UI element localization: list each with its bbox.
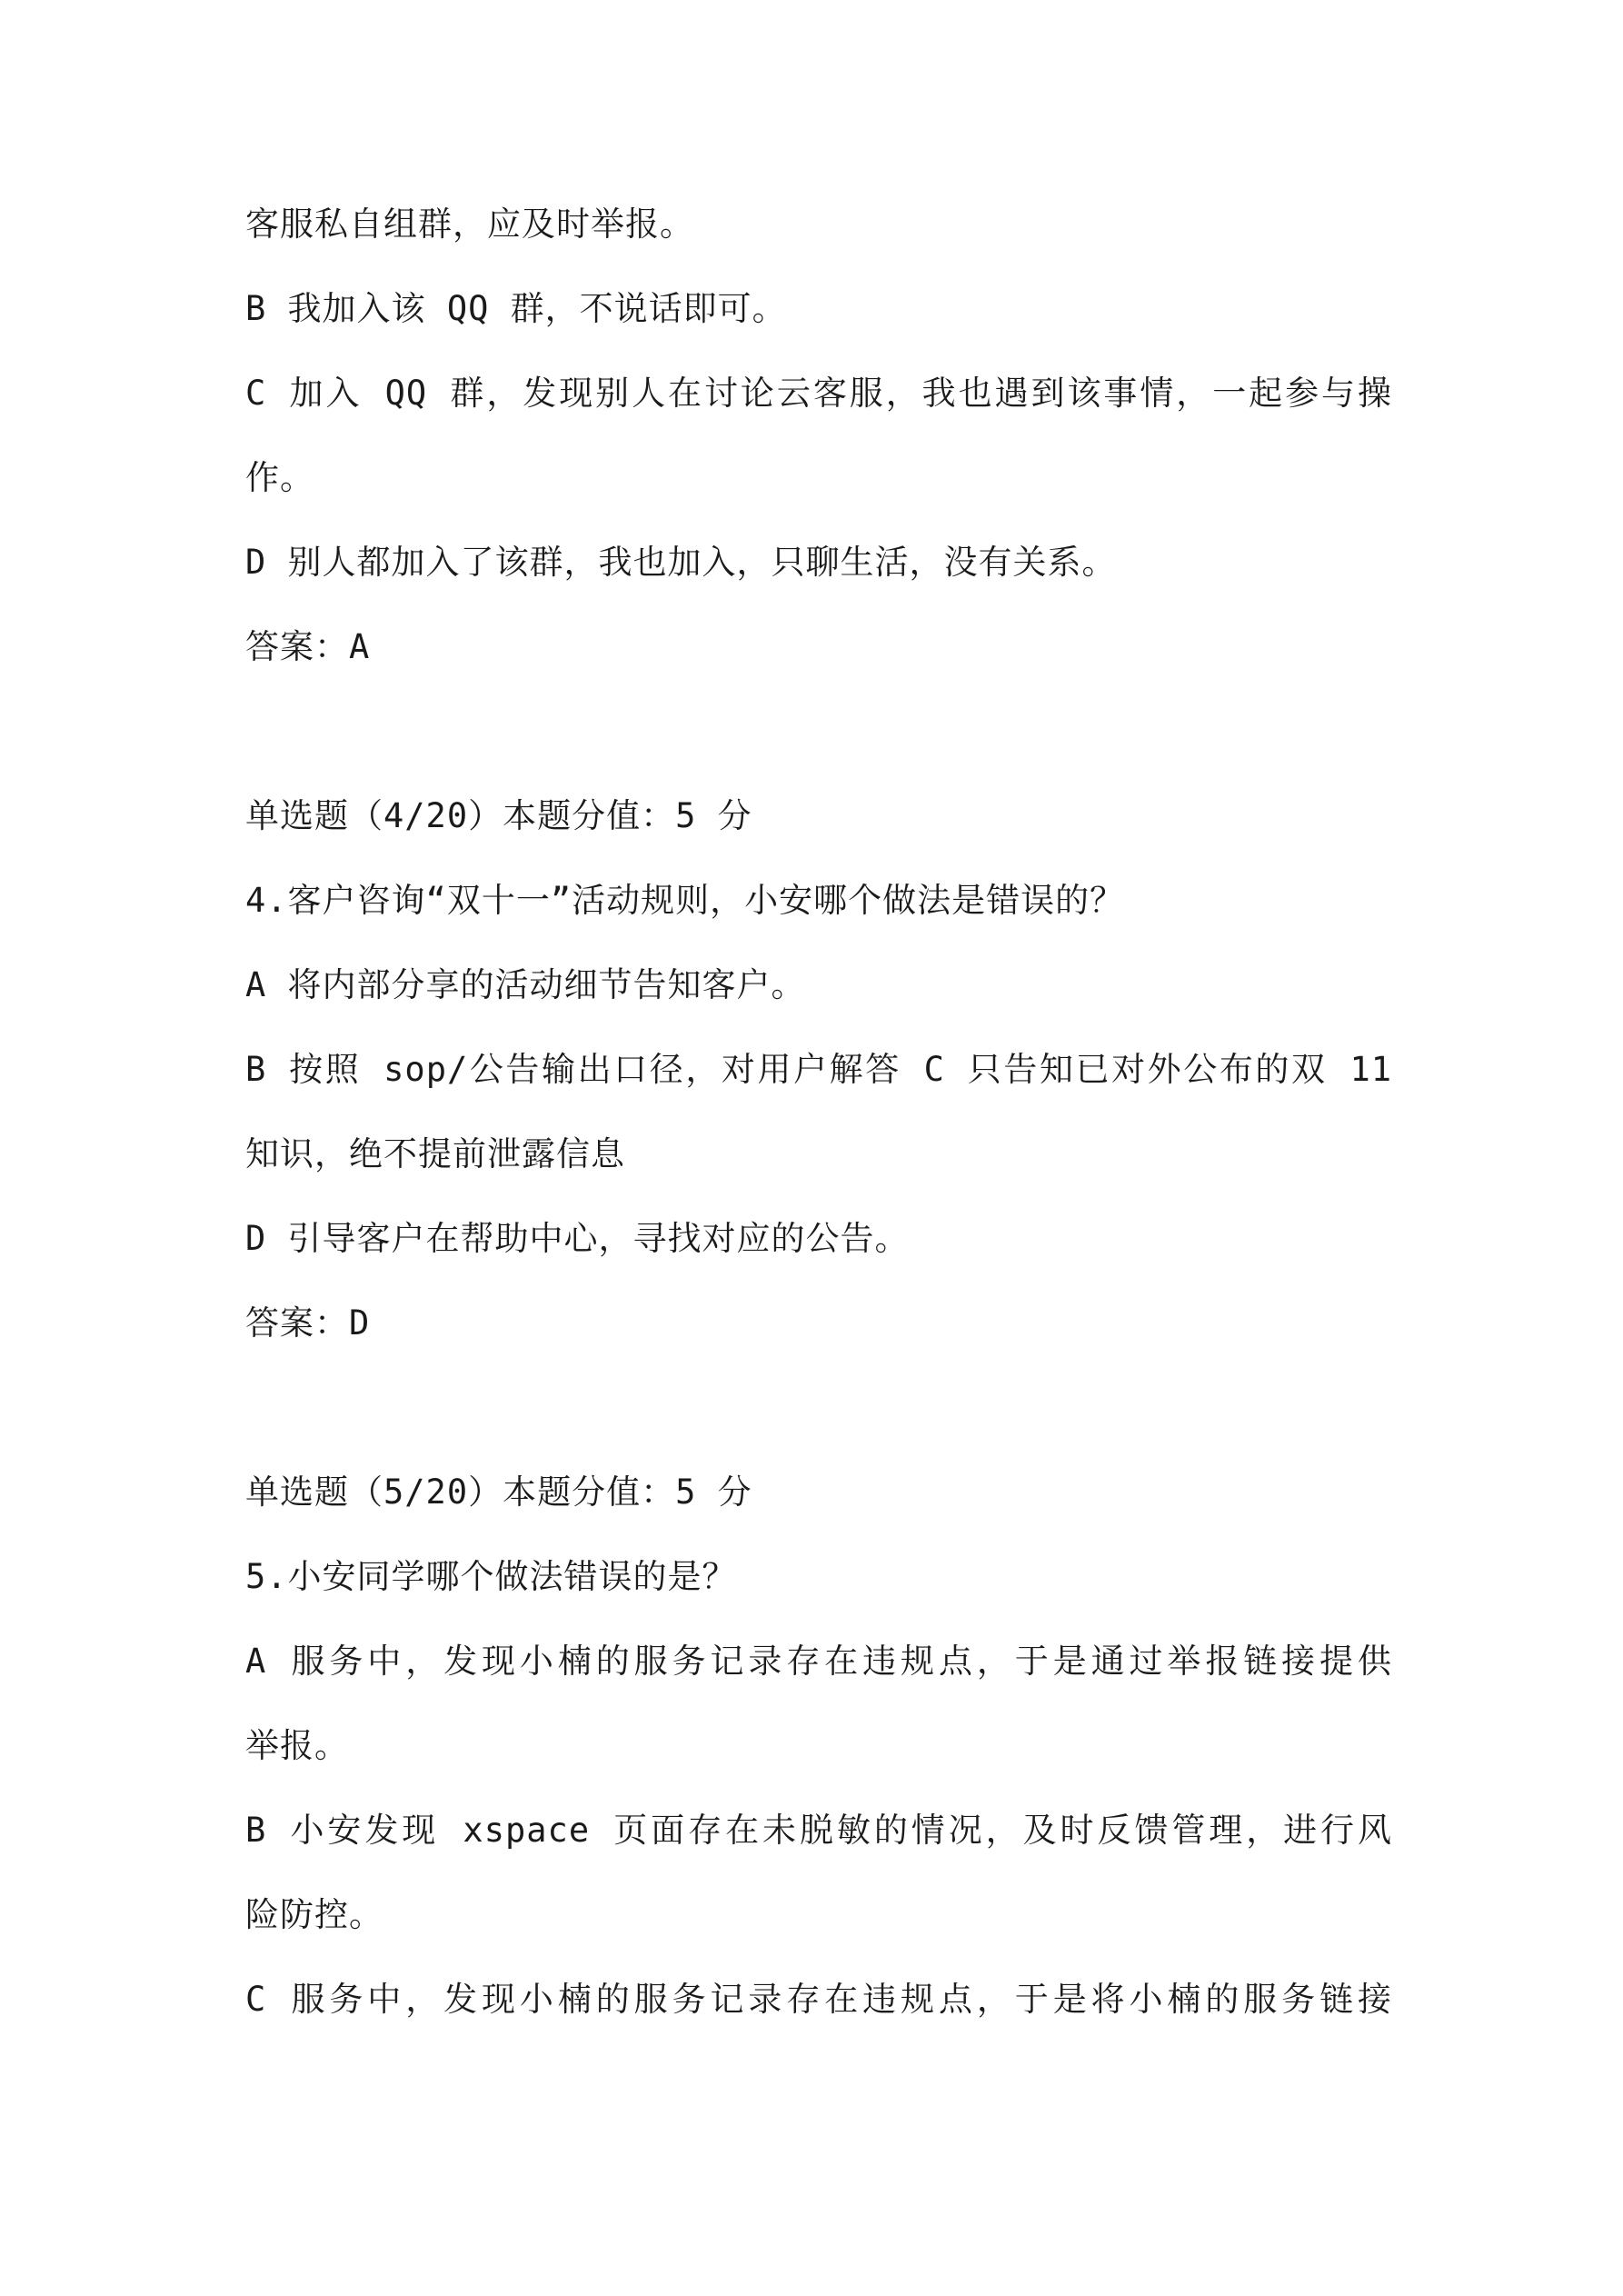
section-spacer xyxy=(245,1365,1392,1450)
q4-question: 4.客户咨询“双十一”活动规则，小安哪个做法是错误的？ xyxy=(245,881,1125,920)
q3-option-d: D 别人都加入了该群，我也加入，只聊生活，没有关系。 xyxy=(245,543,1117,582)
q3-option-c-line1: C 加入 QQ 群，发现别人在讨论云客服，我也遇到该事情，一起参与操 xyxy=(245,374,1392,413)
q4-option-d: D 引导客户在帮助中心，寻找对应的公告。 xyxy=(245,1219,910,1258)
q5-header: 单选题（5/20）本题分值：5 分 xyxy=(245,1472,752,1512)
q4-answer: 答案：D xyxy=(245,1303,371,1343)
q4-option-b-line2: 知识，绝不提前泄露信息 xyxy=(245,1134,625,1173)
q3-option-c-line2: 作。 xyxy=(245,458,314,497)
section-spacer xyxy=(245,689,1392,774)
q5-option-b-line2: 险防控。 xyxy=(245,1895,383,1934)
q4-option-a: A 将内部分享的活动细节告知客户。 xyxy=(245,965,806,1004)
q3-option-b: B 我加入该 QQ 群，不说话即可。 xyxy=(245,289,787,328)
q4-option-b-line1: B 按照 sop/公告输出口径，对用户解答 C 只告知已对外公布的双 11 xyxy=(245,1050,1392,1089)
q5-option-b-line1: B 小安发现 xspace 页面存在未脱敏的情况，及时反馈管理，进行风 xyxy=(245,1811,1392,1850)
q3-answer: 答案：A xyxy=(245,627,371,666)
q3-option-a-continuation: 客服私自组群，应及时举报。 xyxy=(245,205,694,244)
q4-header: 单选题（4/20）本题分值：5 分 xyxy=(245,796,752,835)
q5-question: 5.小安同学哪个做法错误的是？ xyxy=(245,1557,737,1596)
document-page xyxy=(245,182,1392,2041)
q5-option-a-line2: 举报。 xyxy=(245,1726,349,1765)
q5-option-a-line1: A 服务中，发现小楠的服务记录存在违规点，于是通过举报链接提供 xyxy=(245,1642,1392,1681)
q5-option-c-line1: C 服务中，发现小楠的服务记录存在违规点，于是将小楠的服务链接 xyxy=(245,1980,1392,2019)
